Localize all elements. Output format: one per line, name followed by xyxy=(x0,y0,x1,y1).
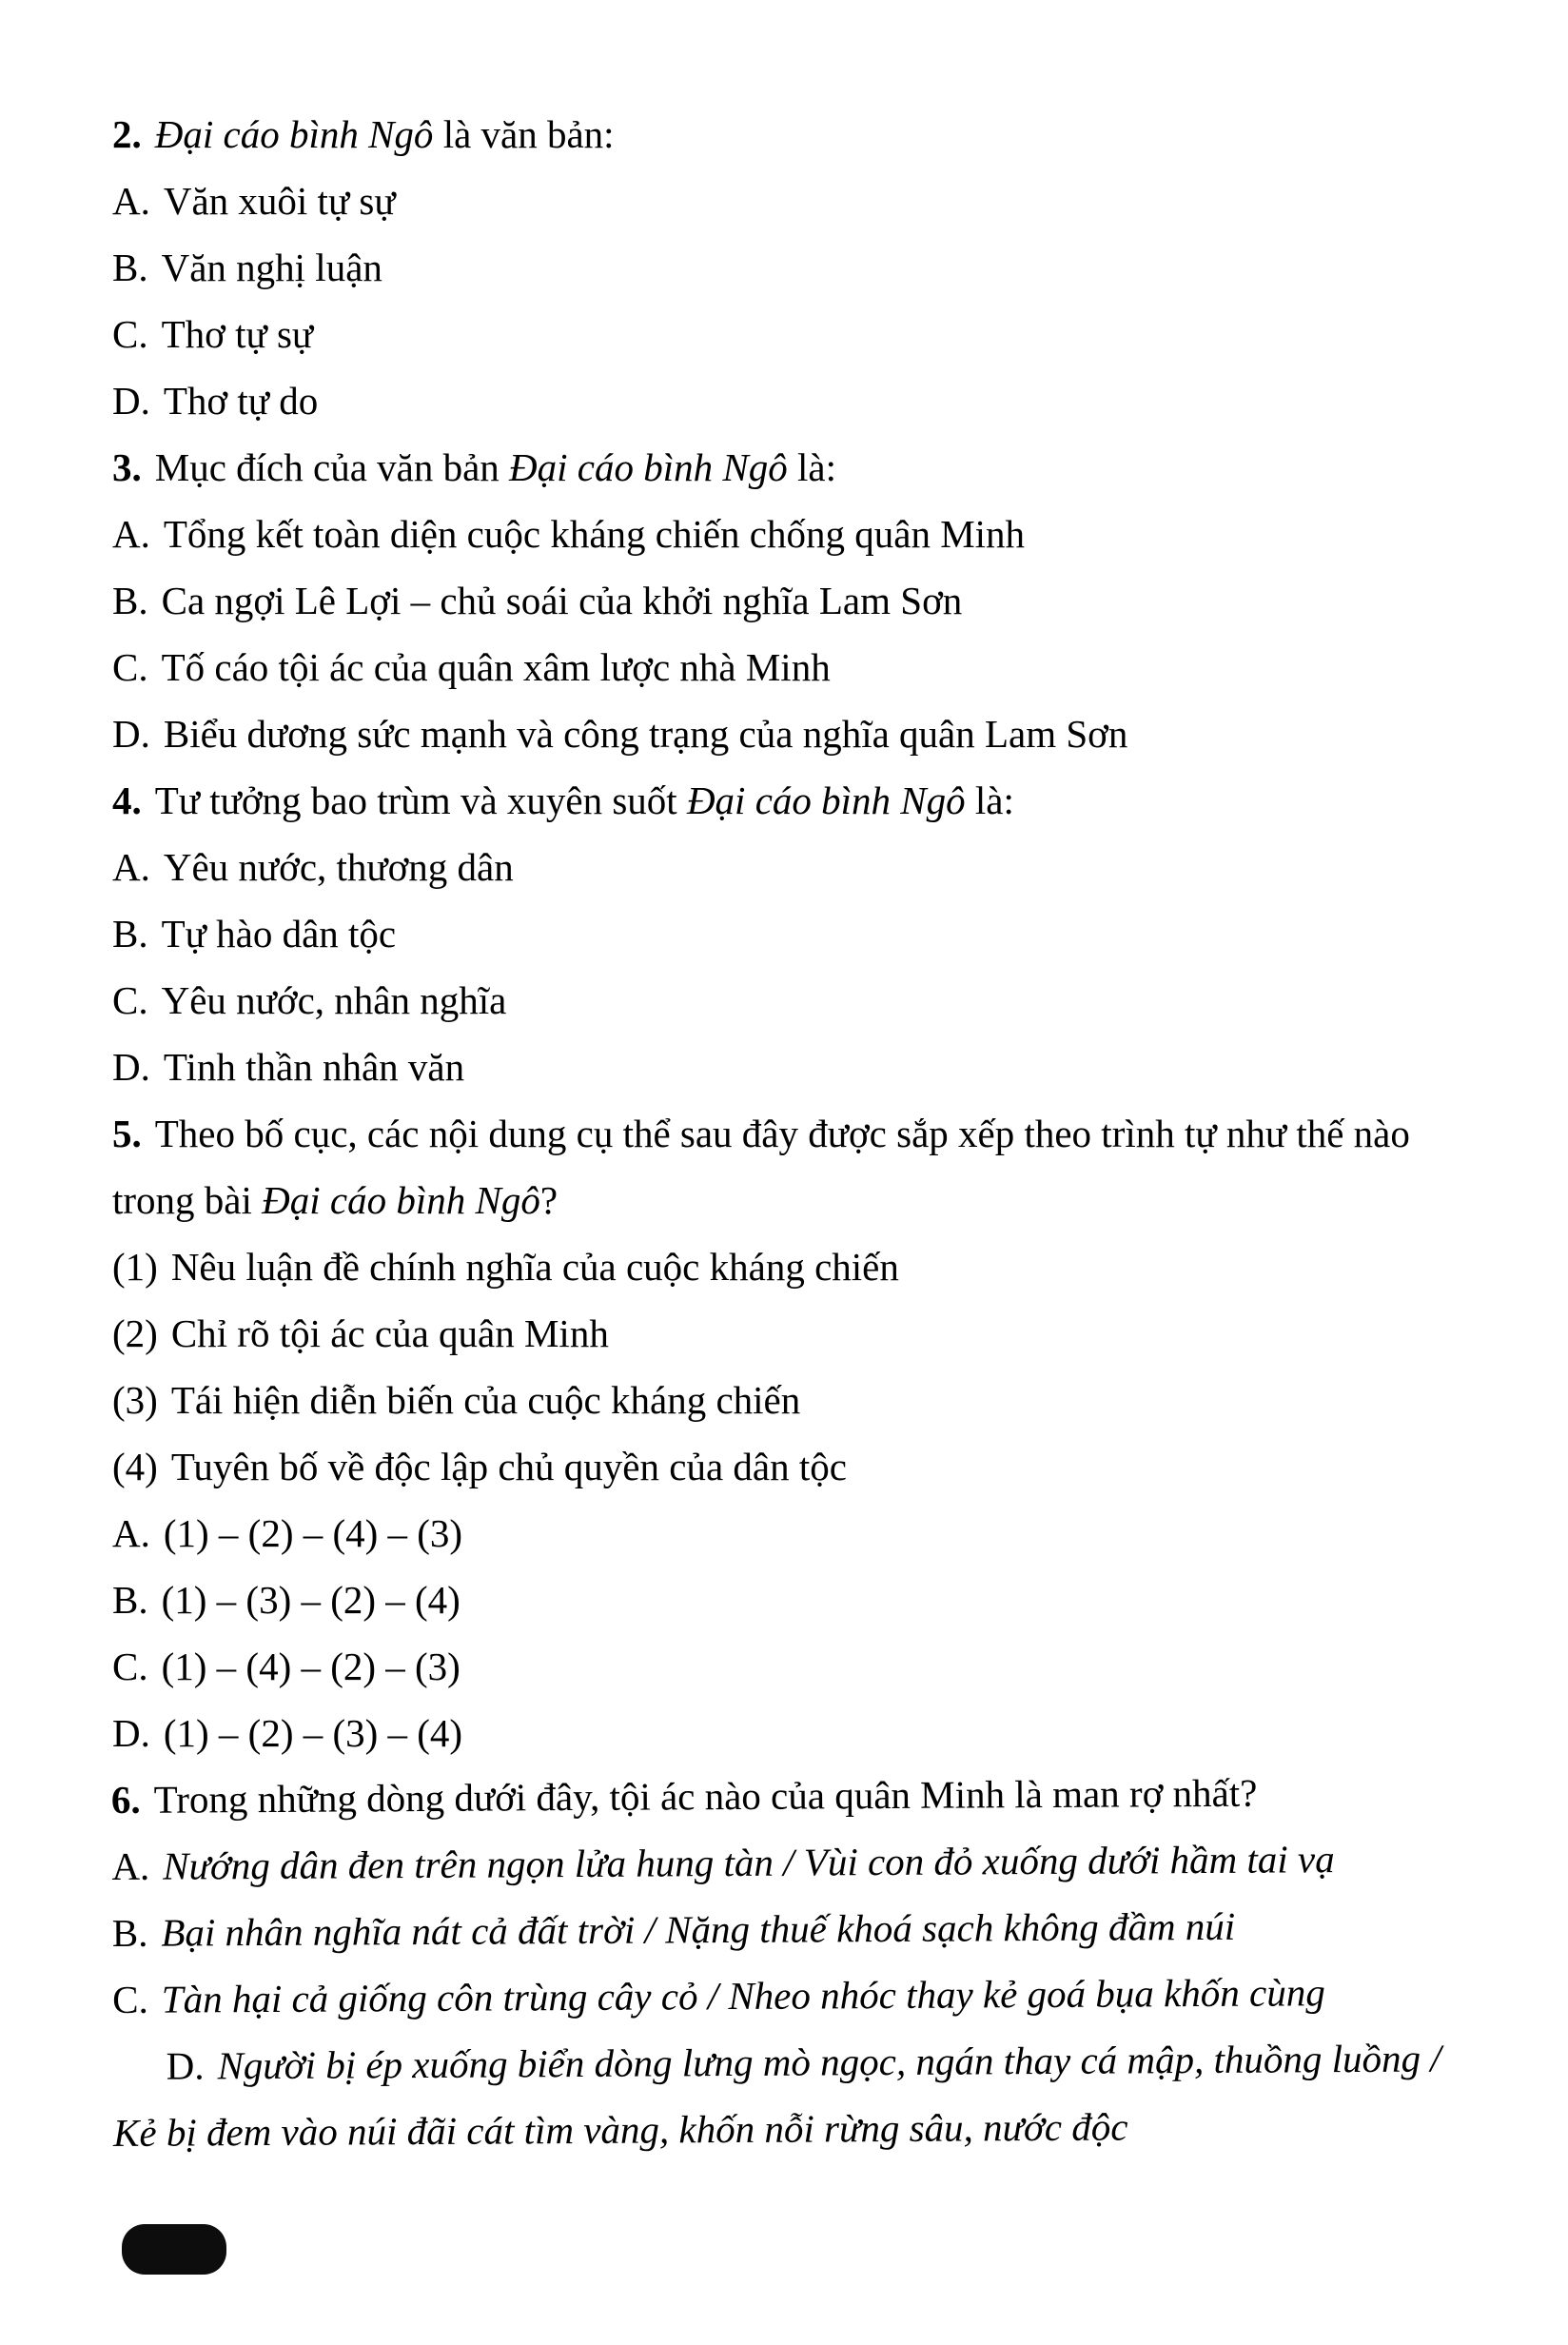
question-2-number: 2. xyxy=(112,112,142,156)
option-text: Yêu nước, nhân nghĩa xyxy=(161,978,507,1022)
item-text: Nêu luận đề chính nghĩa của cuộc kháng chiến xyxy=(170,1245,899,1289)
option-letter: D. xyxy=(112,712,150,756)
question-5-option-a xyxy=(112,1500,1494,1567)
option-letter: B. xyxy=(112,246,148,289)
item-number: (3) xyxy=(112,1378,158,1422)
question-4-post: là: xyxy=(965,778,1014,822)
option-letter: B. xyxy=(111,1910,148,1956)
question-2 xyxy=(112,101,1494,434)
option-text: Ca ngợi Lê Lợi – chủ soái của khởi nghĩa Lam Sơn xyxy=(161,579,963,622)
question-3-option-d xyxy=(112,700,1494,767)
question-4-option-a xyxy=(112,834,1494,900)
question-2-post: là văn bản: xyxy=(433,112,615,156)
document-page xyxy=(112,101,1494,2166)
question-6 xyxy=(111,1758,1496,2166)
question-3-option-b xyxy=(112,567,1494,634)
option-text: Yêu nước, thương dân xyxy=(163,845,514,889)
option-quote-text-line2: Kẻ bị đem vào núi đãi cát tìm vàng, khốn nỗi rừng sâu, nước độc xyxy=(112,2104,1128,2155)
question-2-title-italic: Đại cáo bình Ngô xyxy=(154,112,434,156)
question-4-prompt xyxy=(112,767,1494,834)
item-number: (4) xyxy=(112,1445,158,1488)
option-letter: C. xyxy=(112,645,148,689)
question-5-post: ? xyxy=(539,1178,559,1222)
option-letter: B. xyxy=(112,912,148,956)
question-3-post: là: xyxy=(787,445,836,489)
item-text: Chỉ rõ tội ác của quân Minh xyxy=(170,1311,609,1355)
question-6-pre: Trong những dòng dưới đây, tội ác nào của quân Minh là man rợ nhất? xyxy=(153,1770,1258,1822)
option-quote-text: Bại nhân nghĩa nát cả đất trời / Nặng thuế khoá sạch không đầm núi xyxy=(161,1903,1236,1955)
option-text: Tinh thần nhân văn xyxy=(163,1045,465,1089)
option-text: Thơ tự do xyxy=(163,379,319,423)
option-letter: D. xyxy=(112,379,150,423)
item-text: Tuyên bố về độc lập chủ quyền của dân tộc xyxy=(170,1445,847,1488)
option-quote-text-line1: Người bị ép xuống biển dòng lưng mò ngọc, ngán thay cá mập, thuồng luồng / xyxy=(217,2036,1441,2088)
option-letter: A. xyxy=(112,179,150,223)
question-6-option-a xyxy=(111,1824,1493,1900)
question-5-option-b xyxy=(112,1567,1494,1633)
question-5-number: 5. xyxy=(112,1112,142,1155)
option-text: (1) – (3) – (2) – (4) xyxy=(161,1578,461,1622)
question-5-prompt xyxy=(112,1100,1494,1233)
question-5-item-3 xyxy=(112,1367,1494,1433)
option-text: (1) – (4) – (2) – (3) xyxy=(161,1645,461,1688)
option-text: (1) – (2) – (4) – (3) xyxy=(163,1511,463,1555)
option-text: (1) – (2) – (3) – (4) xyxy=(163,1711,463,1755)
option-letter: A. xyxy=(112,1511,150,1555)
option-text: Tố cáo tội ác của quân xâm lược nhà Minh xyxy=(161,645,831,689)
option-text: Văn xuôi tự sự xyxy=(163,179,396,223)
item-text: Tái hiện diễn biến của cuộc kháng chiến xyxy=(170,1378,801,1422)
question-5-item-2 xyxy=(112,1300,1494,1367)
question-3-title-italic: Đại cáo bình Ngô xyxy=(509,445,788,489)
question-4-option-b xyxy=(112,900,1494,967)
question-6-option-c xyxy=(112,1958,1494,2033)
question-5-option-c xyxy=(112,1633,1494,1700)
question-6-option-d xyxy=(112,2024,1495,2166)
option-letter: C. xyxy=(112,312,148,356)
question-5-item-1 xyxy=(112,1233,1494,1300)
option-letter: B. xyxy=(112,1578,148,1622)
question-6-prompt xyxy=(111,1758,1493,1833)
question-2-option-c xyxy=(112,301,1494,367)
option-text: Biểu dương sức mạnh và công trạng của nghĩa quân Lam Sơn xyxy=(163,712,1128,756)
question-3-number: 3. xyxy=(112,445,142,489)
option-letter: C. xyxy=(112,1977,148,2021)
option-text: Văn nghị luận xyxy=(161,246,382,289)
option-letter: C. xyxy=(112,978,148,1022)
question-2-option-d xyxy=(112,367,1494,434)
question-4-number: 4. xyxy=(112,778,142,822)
option-text: Thơ tự sự xyxy=(161,312,314,356)
option-letter: B. xyxy=(112,579,148,622)
question-3-pre: Mục đích của văn bản xyxy=(154,445,510,489)
question-3-prompt xyxy=(112,434,1494,501)
question-4-option-d xyxy=(112,1034,1494,1100)
question-4-title-italic: Đại cáo bình Ngô xyxy=(686,778,966,822)
question-5-title-italic: Đại cáo bình Ngô xyxy=(262,1178,540,1222)
question-5 xyxy=(112,1100,1494,1766)
question-5-item-4 xyxy=(112,1433,1494,1500)
question-2-prompt xyxy=(112,101,1494,168)
redacted-page-number-badge xyxy=(122,2224,226,2275)
question-4 xyxy=(112,767,1494,1100)
option-letter: D. xyxy=(166,2043,205,2088)
question-6-number: 6. xyxy=(110,1777,141,1823)
question-4-pre: Tư tưởng bao trùm và xuyên suốt xyxy=(154,778,687,822)
item-number: (2) xyxy=(112,1311,158,1355)
question-3-option-c xyxy=(112,634,1494,700)
option-letter: C. xyxy=(112,1645,148,1688)
option-text: Tự hào dân tộc xyxy=(161,912,397,956)
option-letter: A. xyxy=(112,512,150,556)
option-letter: D. xyxy=(112,1045,150,1089)
option-quote-text: Tàn hại cả giống côn trùng cây cỏ / Nheo nhóc thay kẻ goá bụa khốn cùng xyxy=(161,1970,1325,2021)
question-3 xyxy=(112,434,1494,767)
question-4-option-c xyxy=(112,967,1494,1034)
question-2-option-b xyxy=(112,234,1494,301)
option-text: Tổng kết toàn diện cuộc kháng chiến chống quân Minh xyxy=(163,512,1026,556)
question-5-option-d xyxy=(112,1700,1494,1766)
option-quote-text: Nướng dân đen trên ngọn lửa hung tàn / Vùi con đỏ xuống dưới hầm tai vạ xyxy=(163,1837,1335,1888)
option-letter: D. xyxy=(112,1711,150,1755)
question-6-option-b xyxy=(112,1891,1494,1966)
option-letter: A. xyxy=(112,845,150,889)
question-3-option-a xyxy=(112,501,1494,567)
question-2-option-a xyxy=(112,168,1494,234)
item-number: (1) xyxy=(112,1245,158,1289)
option-letter: A. xyxy=(111,1843,150,1889)
question-5-pre: Theo bố cục, các nội dung cụ thể sau đây được sắp xếp theo trình tự như thế nào trong bài xyxy=(112,1112,1410,1222)
